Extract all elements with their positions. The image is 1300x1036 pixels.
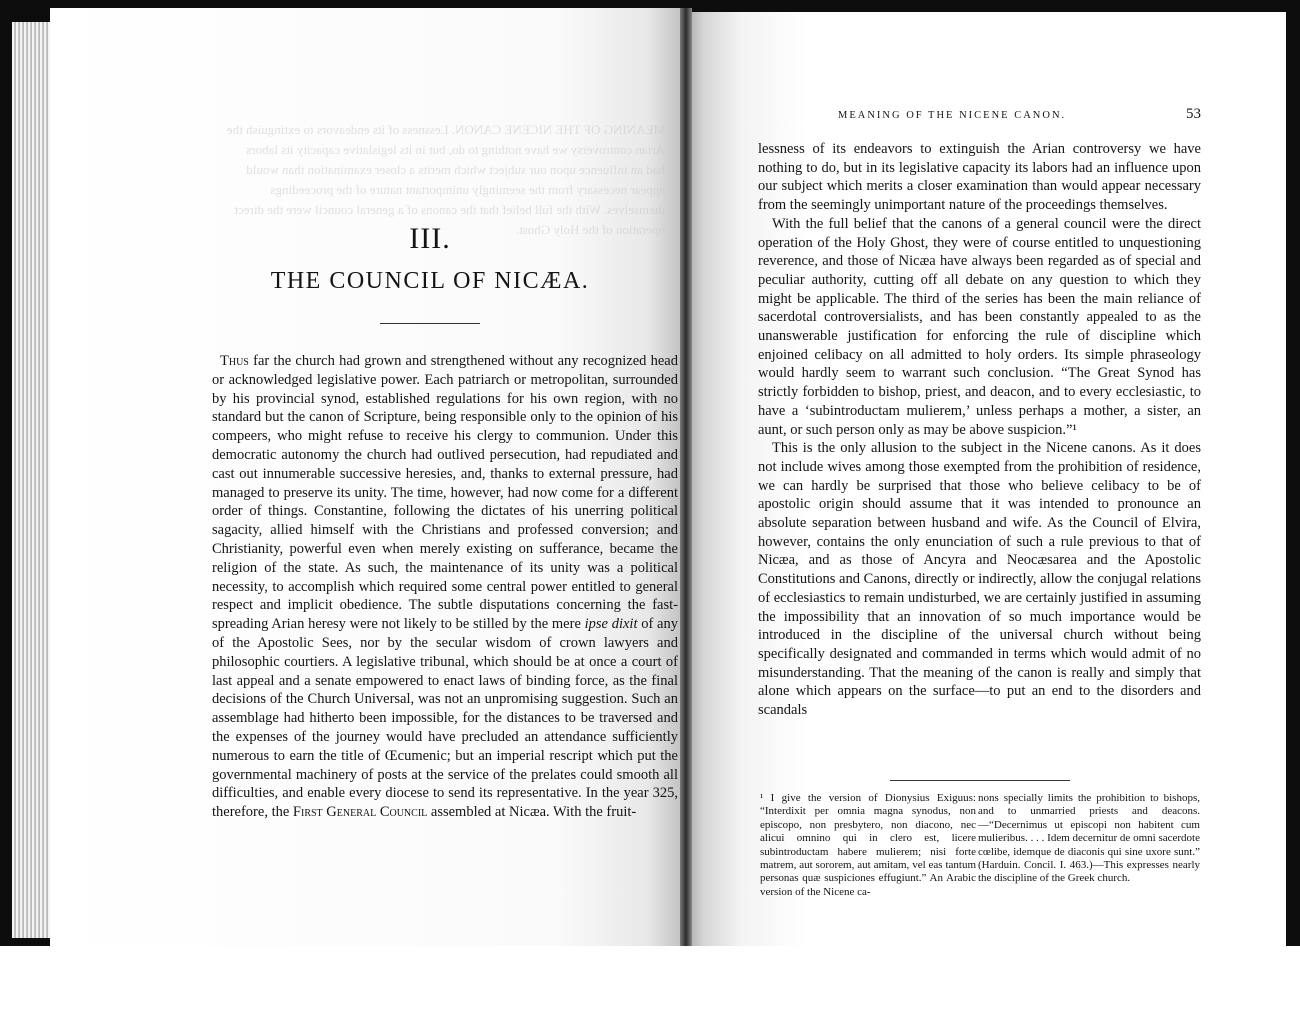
chapter-title: THE COUNCIL OF NICÆA. xyxy=(270,268,590,294)
body-text-part-1: far the church had grown and strengthened without any recognized head or acknowledged legislative power. Each patriarch or metropolitan, surrounded by his provincial synod, established regulations for his own region, with no standard but the canon of Scripture, being responsible only to the opinion of his compeers, who might refuse to receive his clergy to communion. Under this democratic autonomy the church had outlived persecution, had repudiated and cast out innumerable successive heresies, and, thanks to external pressure, had managed to preserve its unity. The time, however, had now come for a different order of things. Constantine, following the dictates of his unerring political sagacity, allied himself with the Christians and professed conversion; and Christianity, powerful even when merely existing on sufferance, became the religion of the state. As such, the maintenance of its unity was a political necessity, to accomplish which required some central power entitled to general respect and implicit obedience. The subtle disputations concerning the fast-spreading Arian heresy were not likely to be stilled by the mere xyxy=(212,353,678,633)
page-edges xyxy=(12,22,54,938)
running-head: MEANING OF THE NICENE CANON. xyxy=(838,110,1067,121)
footnote-rule xyxy=(890,780,1070,781)
body-italic-phrase: ipse dixit xyxy=(584,616,638,633)
drop-lead-word: Thus xyxy=(220,353,249,369)
left-body-text xyxy=(212,352,678,822)
bottom-margin xyxy=(0,946,1300,1036)
right-body-text xyxy=(758,140,1201,720)
paragraph: This is the only allusion to the subject in the Nicene canons. As it does not include wives among those exempted from the prohibition of residence, we can hardly be surprised that those who believe celibacy to be of apostolic origin should assume that it was intended to pronounce an absolute separation between husband and wife. As the Council of Elvira, however, contains the only enunciation of such a rule previous to that of Nicæa, and as those of Ancyra and Neocæsarea and the Apostolic Constitutions and Canons, directly or indirectly, allow the conjugal relations of ecclesiastics to remain undisturbed, we are certainly justified in assuming the impossibility that an innovation of so much importance would be introduced in the discipline of the universal church without being specifically designated and commanded in terms which would admit of no misunderstanding. That the meaning of the canon is really and simply that alone which appears on the surface—to put an end to the disorders and scandals xyxy=(758,440,1201,719)
body-text-part-2: of any of the Apostolic Sees, nor by the secular wisdom of crown lawyers and philosophic courtiers. A legislative tribunal, which should be at once a court of last appeal and a senate empowered to enact laws of binding force, as the final decisions of the Church Universal, was not an unpromising suggestion. Such an assemblage had hitherto been impossible, for the distances to be traversed and the expenses of the journey would have precluded an attendance sufficiently numerous to earn the title of Œcumenic; but an imperial rescript which put the governmental machinery of posts at the service of the prelates could smooth all difficulties, and enable every diocese to send its representative. In the year 325, therefore, the xyxy=(212,616,678,821)
paragraph: lessness of its endeavors to extinguish the Arian controversy we have nothing to do, but in its legislative capacity its labors had an influence upon our subject which merits a closer examination than would appear necessary from the seemingly unimportant nature of the proceedings themselves. xyxy=(758,141,1201,214)
body-text-part-3: assembled at Nicæa. With the fruit- xyxy=(427,804,637,821)
footnote-column-left: ¹ I give the version of Dionysius Exiguus: “Interdixit per omnia magna synodus, non episcopo, non presbytero, non diacono, nec alicui omnino qui in clero est, licere subintroductam habere mulierem; nisi forte matrem, aut sororem, aut amitam, vel eas tantum personas quæ suspiciones effugiunt.” An Arabic version of the Nicene ca- xyxy=(760,792,976,898)
chapter-number: III. xyxy=(409,222,451,255)
bleed-through-text: MEANING OF THE NICENE CANON. Lessness of its endeavors to extinguish the Arian controversy we have nothing to do, but in its legislative capacity its labors had an influence upon our subject which merits a closer examination than would appear necessary from the seemingly unimportant nature of the proceedings themselves. With the full belief that the canons of a general council were the direct operation of the Holy Ghost. xyxy=(226,122,665,237)
page-number: 53 xyxy=(1186,106,1201,122)
body-smallcaps-phrase: First General Council xyxy=(292,804,428,821)
paragraph: With the full belief that the canons of a general council were the direct operation of the Holy Ghost, they were of course entitled to unquestioning reverence, and those of Nicæa have always been regarded as of special and peculiar authority, cutting off all debate on any question to which they might be applicable. The third of the series has been the main reliance of sacerdotal controversialists, and has been constantly appealed to as the unanswerable justification for enforcing the rule of discipline which enjoined celibacy on all admitted to holy orders. Its simple phraseology would hardly seem to warrant such conclusion. “The Great Synod has strictly forbidden to bishop, priest, and deacon, and to every ecclesiastic, to have a ‘subintroductam mulierem,’ unless perhaps a mother, a sister, an aunt, or such person only as may be above suspicion.”¹ xyxy=(758,215,1201,438)
book-gutter xyxy=(680,8,692,946)
footnote-column-right: nons specially limits the prohibition to bishops, and to unmarried priests and deacons.—“Decernimus ut episcopi non habitent cum mulieribus. . . . Idem decernitur de omni sacerdote cœlibe, idemque de diaconis qui sine uxore sunt.” (Harduin. Concil. I. 463.)—This expresses nearly the discipline of the Greek church. xyxy=(978,792,1200,885)
title-rule xyxy=(380,323,480,324)
